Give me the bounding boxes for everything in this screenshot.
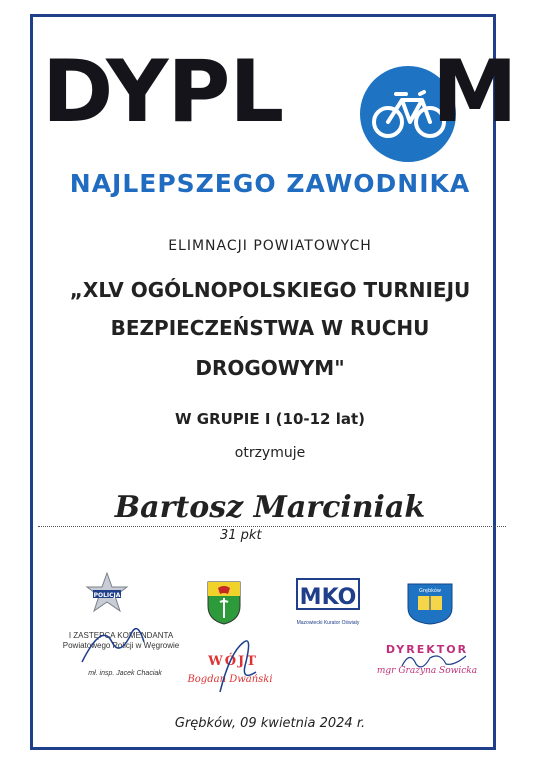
police-star-icon — [85, 572, 129, 616]
director-name: mgr Grażyna Sowicka — [376, 666, 478, 676]
text-eliminations: ELIMNACJI POWIATOWYCH — [168, 238, 372, 254]
mko-logo-text: MKO — [299, 585, 357, 610]
school-crest-icon — [402, 578, 458, 626]
text-tournament-line1: „XLV OGÓLNOPOLSKIEGO TURNIEJU — [69, 278, 471, 302]
recipient-points: 31 pkt — [220, 528, 262, 543]
wojt-name: Bogdan Dwański — [187, 674, 273, 685]
title-text: DYPL — [42, 42, 284, 142]
recipient-name: Bartosz Marciniak — [114, 490, 426, 525]
director-title: DYREKTOR — [385, 643, 469, 656]
wojt-signature — [200, 622, 280, 702]
title-letter-m: M — [432, 42, 518, 142]
mko-caption: Mazowiecki Kurator Oświaty — [296, 620, 360, 626]
footer-place-date: Grębków, 09 kwietnia 2024 r. — [174, 716, 366, 731]
name-dotted-line — [38, 526, 506, 527]
text-group: W GRUPIE I (10-12 lat) — [175, 410, 365, 428]
director-signature — [396, 646, 476, 676]
police-signatory-title: I ZASTĘPCA KOMENDANTA Powiatowego Policji w Węgrowie — [62, 631, 180, 650]
text-tournament-line3: DROGOWYM" — [195, 356, 345, 380]
school-badge-text: Grębków — [418, 588, 442, 594]
police-signature — [72, 612, 172, 672]
text-receives: otrzymuje — [234, 445, 306, 461]
wojt-title: WÓJT — [208, 654, 258, 669]
police-signatory-name: mł. insp. Jacek Chaciak — [88, 670, 162, 677]
diploma-subtitle: NAJLEPSZEGO ZAWODNIKA — [69, 169, 471, 198]
text-tournament-line2: BEZPIECZEŃSTWA W RUCHU — [110, 316, 430, 340]
coat-of-arms-icon — [206, 580, 242, 626]
diploma-title — [42, 38, 518, 158]
police-badge-text: POLICJA — [93, 592, 121, 599]
mko-logo-icon — [296, 578, 360, 618]
